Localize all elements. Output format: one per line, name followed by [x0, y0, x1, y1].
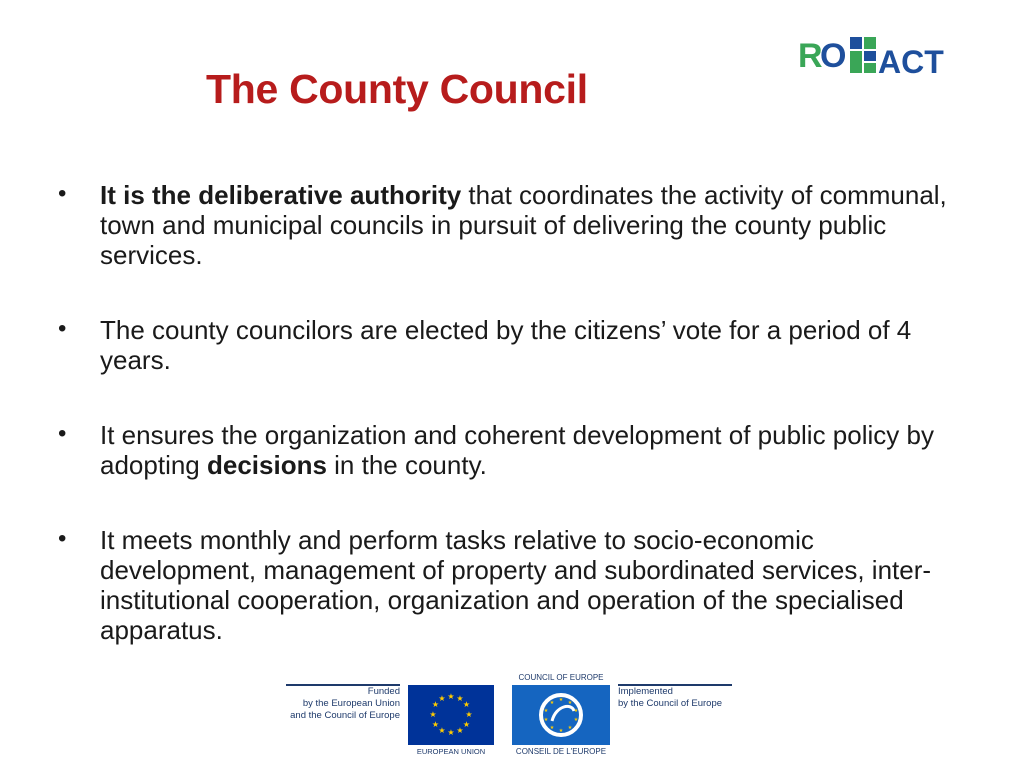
coe-label-bottom: CONSEIL DE L'EUROPE — [515, 747, 607, 756]
svg-text:★: ★ — [558, 697, 564, 703]
svg-text:★: ★ — [465, 710, 473, 719]
bullet-bold-text: It is the deliberative authority — [100, 180, 462, 210]
bullet-item — [58, 420, 968, 480]
svg-text:★: ★ — [549, 700, 555, 706]
slide-title: The County Council — [206, 66, 588, 112]
svg-text:★: ★ — [567, 725, 573, 731]
svg-text:★: ★ — [558, 728, 564, 734]
svg-text:★: ★ — [543, 708, 549, 714]
coe-label-top: COUNCIL OF EUROPE — [518, 673, 604, 682]
svg-text:ACT: ACT — [878, 44, 944, 77]
funded-by-text — [286, 686, 400, 722]
funding-footer — [284, 672, 734, 762]
bullet-item — [58, 315, 968, 375]
funded-line: by the European Union — [302, 698, 400, 709]
bullet-item — [58, 180, 968, 270]
bullet-text: that coordinates the activity of communal, town and municipal councils in pursuit of delivering the county public services. — [100, 180, 947, 270]
svg-text:★: ★ — [567, 700, 573, 706]
implemented-line: Implemented — [618, 686, 673, 697]
svg-text:★: ★ — [462, 720, 471, 729]
svg-text:★: ★ — [429, 710, 437, 719]
svg-text:★: ★ — [573, 708, 579, 714]
bullet-text: It ensures the organization and coherent development of public policy by adopting — [100, 420, 934, 480]
svg-text:R: R — [798, 37, 823, 75]
svg-text:O: O — [820, 37, 847, 75]
svg-text:★: ★ — [431, 720, 440, 729]
svg-text:★: ★ — [573, 717, 579, 723]
svg-text:★: ★ — [462, 700, 471, 709]
bullet-text: The county councilors are elected by the citizens’ vote for a period of 4 years. — [100, 315, 912, 375]
funded-line: Funded — [367, 686, 400, 697]
bullet-text: in the county. — [326, 450, 487, 480]
bullet-glyph: • — [58, 180, 67, 207]
bullet-text: It meets monthly and perform tasks relative to socio-economic development, management of property and subordinated services, inter-institutional cooperation, organization and operation of the specialised apparatus. — [100, 525, 932, 645]
bullet-item — [58, 525, 968, 645]
council-of-europe-logo-icon — [512, 685, 610, 745]
bullet-list — [58, 180, 968, 645]
bullet-glyph: • — [58, 315, 67, 342]
bullet-bold-text: decisions — [206, 450, 327, 480]
romact-logo — [798, 33, 970, 77]
svg-text:★: ★ — [438, 726, 446, 735]
implemented-line: by the Council of Europe — [618, 698, 723, 709]
svg-text:★: ★ — [447, 728, 455, 737]
bullet-glyph: • — [58, 525, 67, 552]
svg-text:★: ★ — [447, 692, 455, 701]
svg-text:★: ★ — [456, 694, 464, 703]
eu-label: EUROPEAN UNION — [416, 747, 486, 756]
implemented-by-text — [618, 686, 736, 710]
eu-flag-icon — [408, 685, 494, 745]
svg-text:★: ★ — [438, 694, 446, 703]
svg-text:★: ★ — [543, 717, 549, 723]
svg-text:★: ★ — [549, 725, 555, 731]
bullet-glyph: • — [58, 420, 67, 447]
svg-text:★: ★ — [456, 726, 464, 735]
svg-text:★: ★ — [431, 700, 440, 709]
funded-line: and the Council of Europe — [290, 710, 400, 721]
